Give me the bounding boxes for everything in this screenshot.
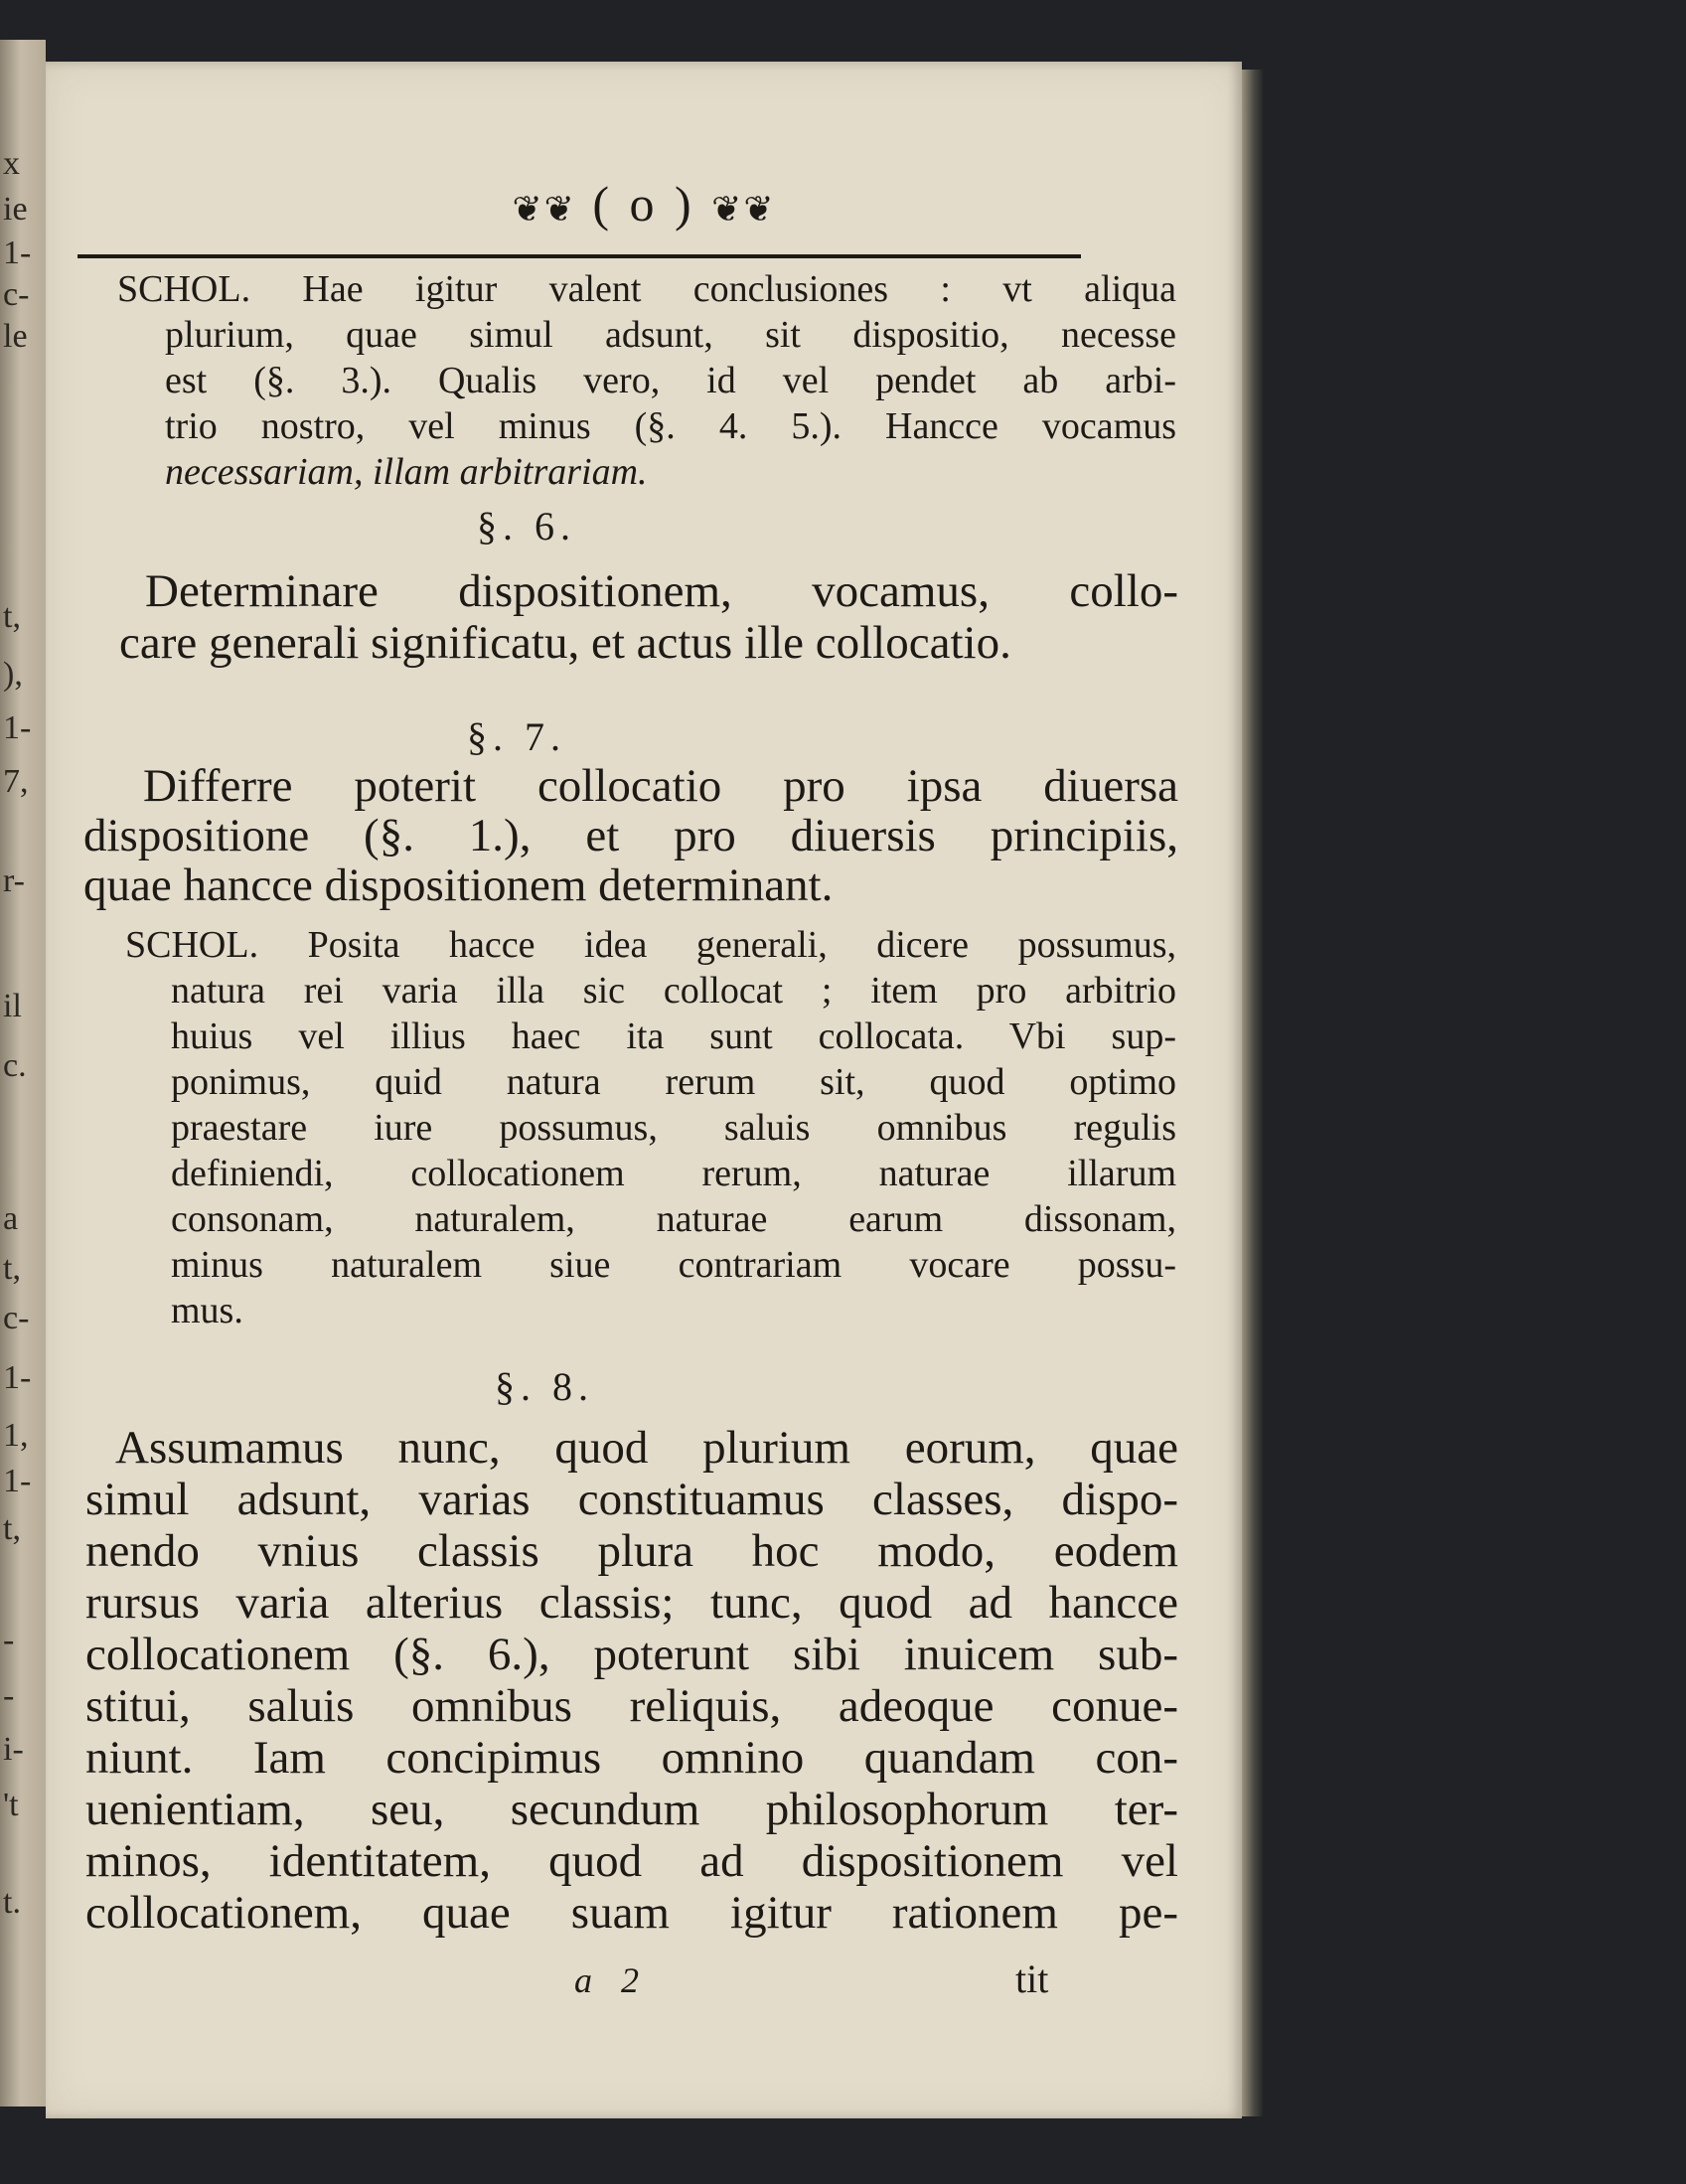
text-line: plurium, quae simul adsunt, sit dispositio, necesse bbox=[165, 314, 1176, 356]
margin-fragment: t. bbox=[3, 1884, 21, 1921]
signature-mark: a 2 bbox=[574, 1960, 649, 2000]
margin-fragment: r- bbox=[3, 862, 25, 899]
text-line: huius vel illius haec ita sunt collocata. Vbi sup- bbox=[171, 1015, 1176, 1057]
margin-fragment: 't bbox=[3, 1787, 19, 1823]
margin-fragment: a bbox=[3, 1200, 19, 1237]
margin-fragment: t, bbox=[3, 1510, 21, 1547]
margin-fragment: c. bbox=[3, 1047, 27, 1084]
text-line: necessariam, illam arbitrariam. bbox=[165, 451, 648, 493]
text-line: SCHOL. Posita hacce idea generali, dicere possumus, bbox=[125, 924, 1176, 966]
text-line: minus naturalem siue contrariam vocare possu- bbox=[171, 1244, 1176, 1286]
page-number: ( o ) bbox=[592, 176, 695, 232]
margin-fragment: 1- bbox=[3, 1463, 32, 1499]
text-line: Determinare dispositionem, vocamus, collo- bbox=[145, 565, 1178, 617]
text-line: est (§. 3.). Qualis vero, id vel pendet ab arbi- bbox=[165, 360, 1176, 401]
header-rule bbox=[77, 254, 1081, 258]
section-heading: §. 7. bbox=[467, 714, 566, 759]
text-line: SCHOL. Hae igitur valent conclusiones : vt aliqua bbox=[117, 268, 1176, 310]
text-line: trio nostro, vel minus (§. 4. 5.). Hancce vocamus bbox=[165, 405, 1176, 447]
text-line: Differre poterit collocatio pro ipsa diuersa bbox=[143, 760, 1178, 812]
margin-fragment: t, bbox=[3, 598, 21, 635]
margin-fragment: i- bbox=[3, 1731, 24, 1768]
text-line: mus. bbox=[171, 1290, 243, 1331]
margin-fragment: x bbox=[3, 145, 20, 182]
page-edge-shadow bbox=[1242, 70, 1264, 2116]
text-line: collocationem (§. 6.), poterunt sibi inuicem sub- bbox=[85, 1629, 1178, 1680]
text-line: natura rei varia illa sic collocat ; item pro arbitrio bbox=[171, 970, 1176, 1012]
margin-fragment: 1- bbox=[3, 709, 32, 746]
margin-fragment: 7, bbox=[3, 763, 29, 800]
margin-fragment: ie bbox=[3, 191, 28, 228]
ornament-left-icon: ❦❦ bbox=[512, 189, 576, 230]
margin-fragment: le bbox=[3, 318, 28, 355]
section-heading: §. 6. bbox=[477, 504, 576, 548]
margin-fragment: 1- bbox=[3, 234, 32, 271]
text-line: quae hancce dispositionem determinant. bbox=[83, 859, 834, 911]
text-line: consonam, naturalem, naturae earum dissonam, bbox=[171, 1198, 1176, 1240]
text-line: dispositione (§. 1.), et pro diuersis principiis, bbox=[83, 810, 1178, 861]
text-line: collocationem, quae suam igitur rationem pe- bbox=[85, 1887, 1178, 1939]
margin-fragment: c- bbox=[3, 1300, 30, 1336]
page-header bbox=[46, 175, 1242, 233]
text-line: stitui, saluis omnibus reliquis, adeoque conue- bbox=[85, 1680, 1178, 1732]
ornament-right-icon: ❦❦ bbox=[711, 189, 776, 230]
text-line: nendo vnius classis plura hoc modo, eodem bbox=[85, 1525, 1178, 1577]
margin-fragment: c- bbox=[3, 276, 30, 313]
margin-fragment: ), bbox=[3, 656, 23, 693]
margin-fragment: il bbox=[3, 988, 22, 1024]
text-line: definiendi, collocationem rerum, naturae illarum bbox=[171, 1153, 1176, 1194]
text-line: rursus varia alterius classis; tunc, quod ad hancce bbox=[85, 1577, 1178, 1629]
margin-fragment: - bbox=[3, 1622, 15, 1658]
text-line: ponimus, quid natura rerum sit, quod optimo bbox=[171, 1061, 1176, 1103]
margin-fragment: 1, bbox=[3, 1417, 29, 1454]
catchword: tit bbox=[1015, 1956, 1049, 2001]
text-line: minos, identitatem, quod ad dispositionem vel bbox=[85, 1835, 1178, 1887]
text-line: care generali significatu, et actus ille collocatio. bbox=[119, 617, 1011, 669]
adjacent-page-strip bbox=[0, 40, 46, 2106]
text-line: uenientiam, seu, secundum philosophorum ter- bbox=[85, 1784, 1178, 1835]
text-line: praestare iure possumus, saluis omnibus regulis bbox=[171, 1107, 1176, 1149]
margin-fragment: t, bbox=[3, 1250, 21, 1287]
book-page bbox=[46, 62, 1242, 2118]
text-line: Assumamus nunc, quod plurium eorum, quae bbox=[115, 1422, 1178, 1474]
text-line: niunt. Iam concipimus omnino quandam con- bbox=[85, 1732, 1178, 1784]
margin-fragment: 1- bbox=[3, 1359, 32, 1396]
text-line: simul adsunt, varias constituamus classes, dispo- bbox=[85, 1474, 1178, 1525]
section-heading: §. 8. bbox=[495, 1364, 594, 1409]
margin-fragment: - bbox=[3, 1677, 15, 1714]
